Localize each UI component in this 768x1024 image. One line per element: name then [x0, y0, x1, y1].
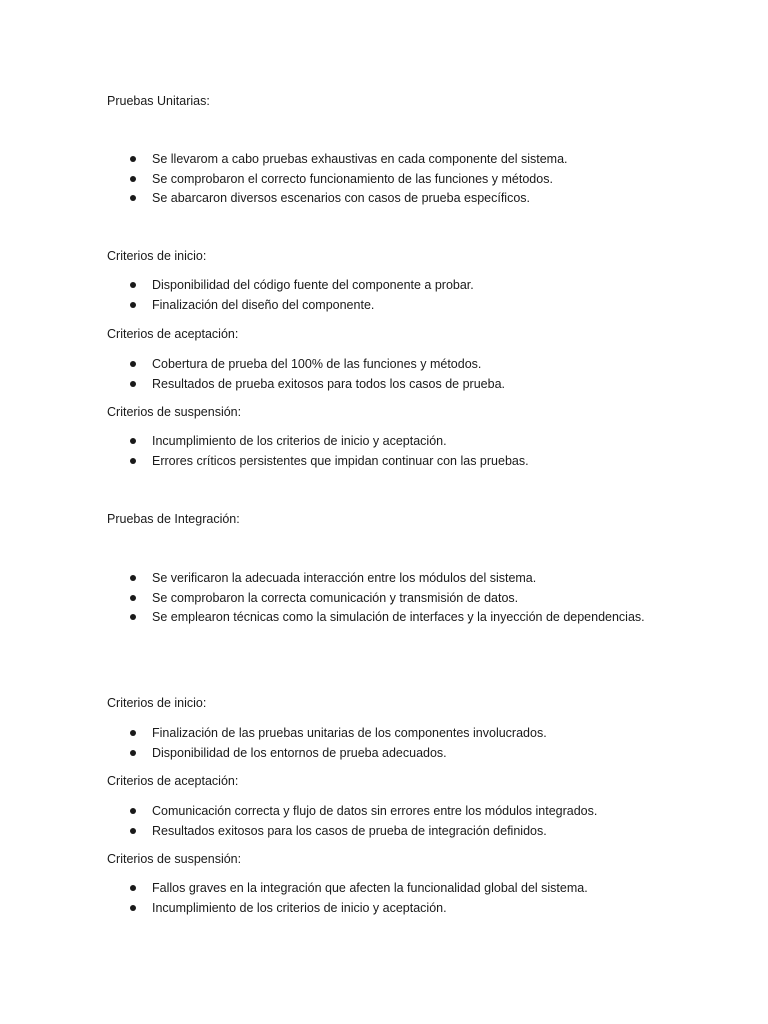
- section-heading: Criterios de inicio:: [107, 696, 207, 710]
- bullet-icon: [130, 730, 136, 736]
- list-item-text: Se abarcaron diversos escenarios con casos de prueba específicos.: [152, 191, 530, 205]
- list-item-text: Se comprobaron el correcto funcionamiento de las funciones y métodos.: [152, 171, 553, 186]
- list-item-text: Disponibilidad de los entornos de prueba adecuados.: [152, 745, 447, 760]
- bullet-icon: [130, 361, 136, 367]
- bullet-icon: [130, 595, 136, 601]
- bullet-icon: [130, 750, 136, 756]
- list-item-text: Resultados exitosos para los casos de prueba de integración definidos.: [152, 823, 547, 838]
- list-item-text: Se verificaron la adecuada interacción entre los módulos del sistema.: [152, 571, 537, 585]
- list-item-text: Disponibilidad del código fuente del componente a probar.: [152, 278, 474, 292]
- list-item-text: Comunicación correcta y flujo de datos sin errores entre los módulos integrados.: [152, 804, 598, 818]
- section-heading: Criterios de aceptación:: [107, 327, 239, 341]
- section-heading: Criterios de suspensión:: [107, 852, 242, 866]
- bullet-icon: [130, 156, 136, 162]
- bullet-icon: [130, 438, 136, 444]
- list-item-text: Incumplimiento de los criterios de inicio y aceptación.: [152, 434, 447, 448]
- section-heading: Criterios de aceptación:: [107, 774, 239, 788]
- list-item-text: Resultados de prueba exitosos para todos los casos de prueba.: [152, 376, 506, 391]
- bullet-icon: [130, 381, 136, 387]
- bullet-icon: [130, 302, 136, 308]
- section-heading: Criterios de suspensión:: [107, 405, 242, 419]
- list-item-text: Fallos graves en la integración que afecten la funcionalidad global del sistema.: [152, 881, 588, 895]
- list-item-text: Finalización del diseño del componente.: [152, 297, 375, 312]
- list-item-text: Incumplimiento de los criterios de inicio y aceptación.: [152, 900, 447, 915]
- bullet-icon: [130, 614, 136, 620]
- list-item-text: Se emplearon técnicas como la simulación de interfaces y la inyección de dependencias.: [152, 610, 645, 624]
- bullet-icon: [130, 575, 136, 581]
- list-item-text: Se comprobaron la correcta comunicación y transmisión de datos.: [152, 590, 519, 605]
- bullet-icon: [130, 828, 136, 834]
- list-item-text: Cobertura de prueba del 100% de las funciones y métodos.: [152, 357, 482, 371]
- bullet-icon: [130, 176, 136, 182]
- section-heading: Pruebas de Integración:: [107, 512, 240, 526]
- bullet-icon: [130, 808, 136, 814]
- bullet-icon: [130, 282, 136, 288]
- bullet-icon: [130, 905, 136, 911]
- list-item-text: Errores críticos persistentes que impidan continuar con las pruebas.: [152, 453, 529, 468]
- section-heading: Criterios de inicio:: [107, 249, 207, 263]
- list-item-text: Finalización de las pruebas unitarias de los componentes involucrados.: [152, 726, 547, 740]
- section-heading: Pruebas Unitarias:: [107, 94, 210, 108]
- bullet-icon: [130, 195, 136, 201]
- bullet-icon: [130, 885, 136, 891]
- bullet-icon: [130, 458, 136, 464]
- list-item-text: Se llevarom a cabo pruebas exhaustivas en cada componente del sistema.: [152, 152, 568, 166]
